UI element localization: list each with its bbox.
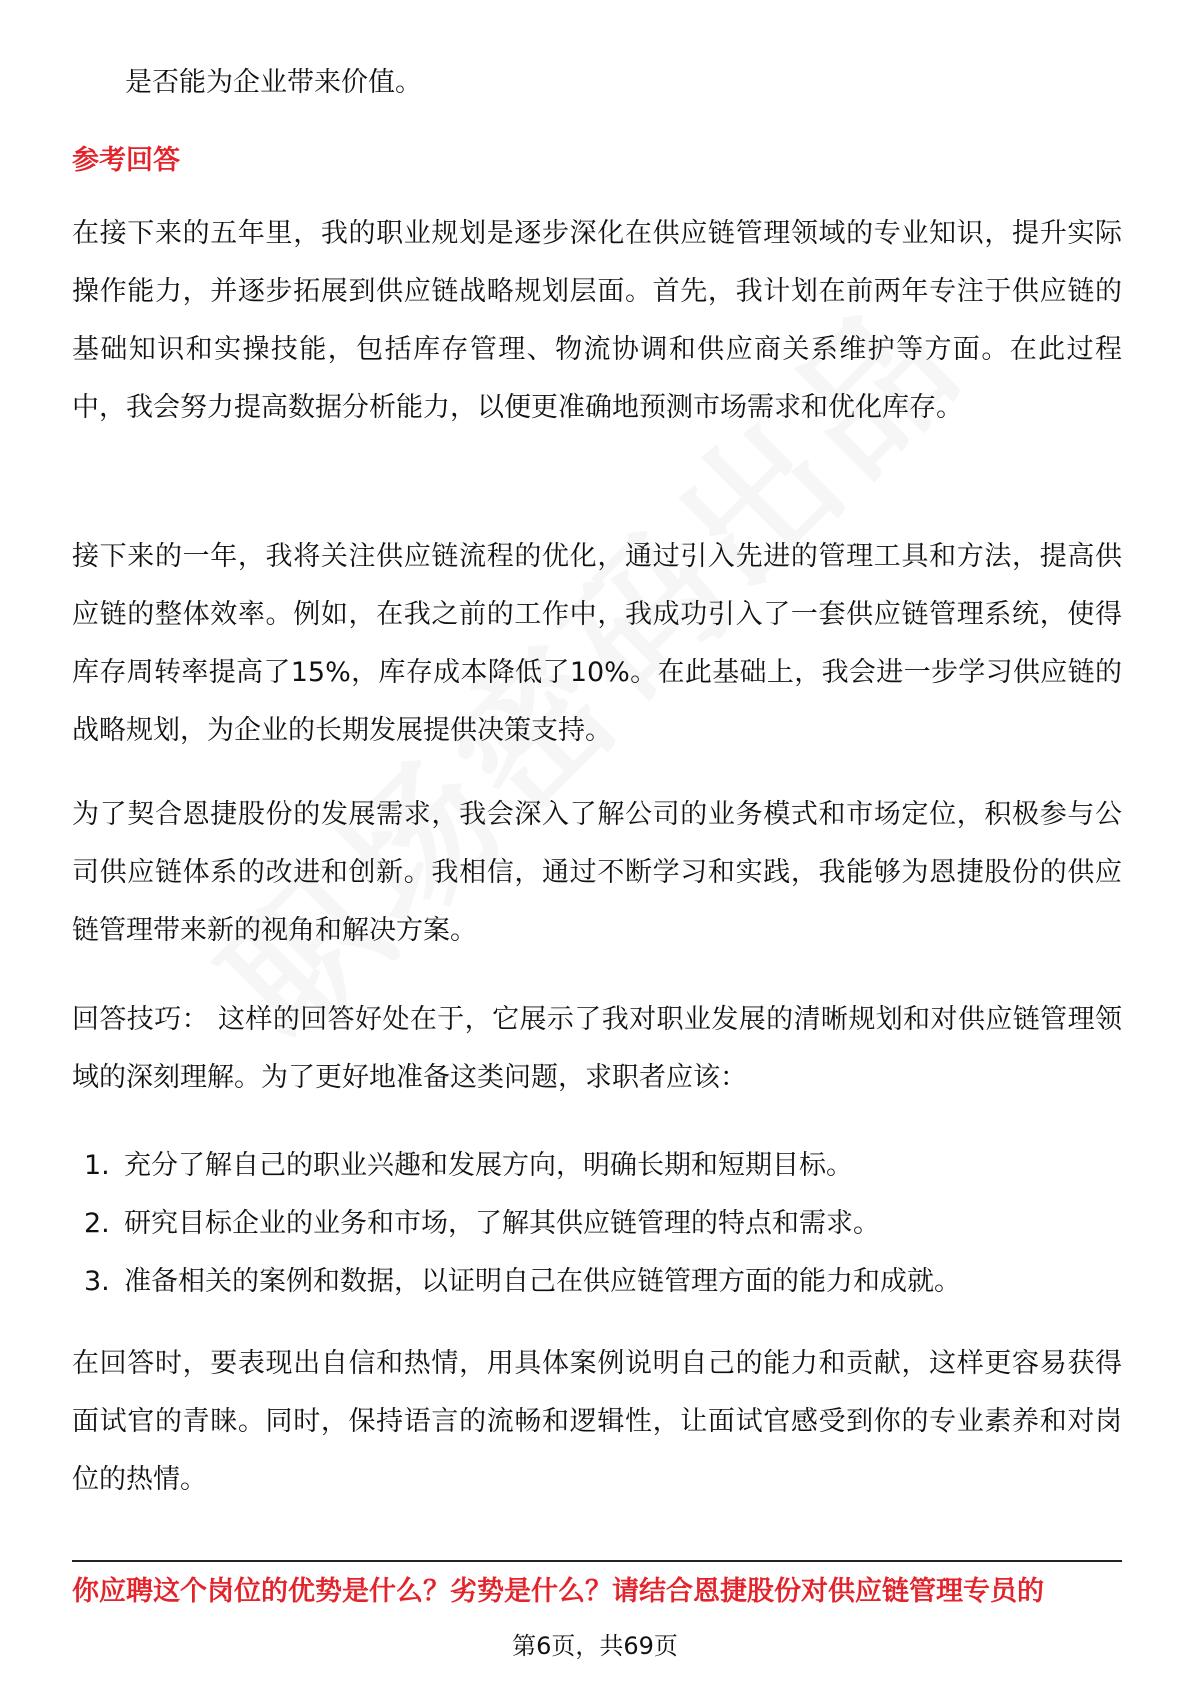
answer-paragraph-3: 为了契合恩捷股份的发展需求，我会深入了解公司的业务模式和市场定位，积极参与公司供应链体系的改进和创新。我相信，通过不断学习和实践，我能够为恩捷股份的供应链管理带来新的视角和解决方案。 (72, 799, 1122, 946)
list-item-text: 研究目标企业的业务和市场，了解其供应链管理的特点和需求。 (124, 1208, 880, 1239)
list-item-text: 充分了解自己的职业兴趣和发展方向，明确长期和短期目标。 (124, 1150, 853, 1181)
list-item-number: 1. (84, 1150, 110, 1181)
answer-paragraph-2: 接下来的一年，我将关注供应链流程的优化，通过引入先进的管理工具和方法，提高供应链的整体效率。例如，在我之前的工作中，我成功引入了一套供应链管理系统，使得库存周转率提高了15%，库存成本降低了10%。在此基础上，我会进一步学习供应链的战略规划，为企业的长期发展提供决策支持。 (72, 541, 1122, 746)
list-item-number: 3. (84, 1266, 110, 1297)
answer-paragraph-1: 在接下来的五年里，我的职业规划是逐步深化在供应链管理领域的专业知识，提升实际操作能力，并逐步拓展到供应链战略规划层面。首先，我计划在前两年专注于供应链的基础知识和实操技能，包括库存管理、物流协调和供应商关系维护等方面。在此过程中，我会努力提高数据分析能力，以便更准确地预测市场需求和优化库存。 (72, 218, 1122, 423)
list-item (84, 1137, 1124, 1195)
tips-list (84, 1137, 1124, 1311)
next-question-heading: 你应聘这个岗位的优势是什么？劣势是什么？请结合恩捷股份对供应链管理专员的 (72, 1576, 1044, 1607)
section-label-reference-answer: 参考回答 (72, 145, 180, 176)
section-divider (72, 1560, 1122, 1562)
list-item-number: 2. (84, 1208, 110, 1239)
closing-paragraph: 在回答时，要表现出自信和热情，用具体案例说明自己的能力和贡献，这样更容易获得面试官的青睐。同时，保持语言的流畅和逻辑性，让面试官感受到你的专业素养和对岗位的热情。 (72, 1348, 1122, 1495)
page-number: 第6页，共69页 (512, 1632, 678, 1660)
continuation-text: 是否能为企业带来价值。 (125, 67, 422, 98)
list-item (84, 1253, 1124, 1311)
list-item (84, 1195, 1124, 1253)
answer-tips-paragraph: 回答技巧： 这样的回答好处在于，它展示了我对职业发展的清晰规划和对供应链管理领域的深刻理解。为了更好地准备这类问题，求职者应该： (72, 1004, 1122, 1093)
list-item-text: 准备相关的案例和数据，以证明自己在供应链管理方面的能力和成就。 (124, 1266, 961, 1297)
